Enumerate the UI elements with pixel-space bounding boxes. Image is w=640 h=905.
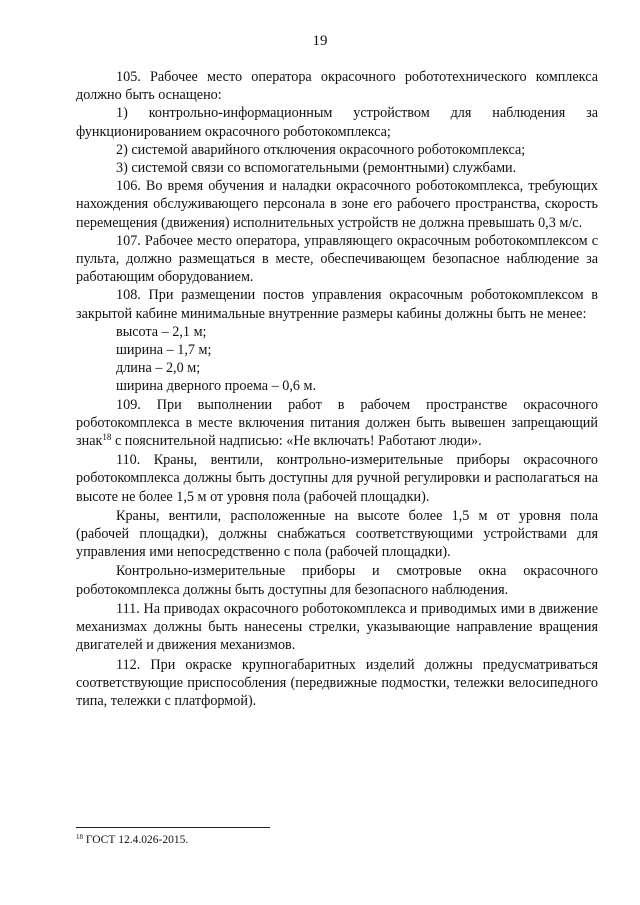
paragraph-110-instruments: Контрольно-измерительные приборы и смотровые окна окрасочного роботокомплекса должны быть доступны для безопасного наблюдения. — [76, 563, 598, 598]
cabin-height: высота – 2,1 м; — [116, 323, 207, 340]
footnote — [76, 834, 188, 846]
paragraph-111: 111. На приводах окрасочного роботокомплекса и приводимых ими в движение механизмах должны быть нанесены стрелки, указывающие направление вращения двигателей и движения механизмов. — [76, 600, 598, 654]
footnote-text: ГОСТ 12.4.026-2015. — [83, 834, 189, 846]
paragraph-110: 110. Краны, вентили, контрольно-измерительные приборы окрасочного роботокомплекса должны быть доступны для ручной регулировки и располагаться на высоте не более 1,5 м от уровня пола (рабочей площадки). — [76, 452, 598, 505]
list-item-105-2: 2) системой аварийного отключения окрасочного роботокомплекса; — [116, 141, 526, 158]
paragraph-109 — [76, 396, 598, 451]
cabin-door-width: ширина дверного проема – 0,6 м. — [116, 378, 317, 395]
list-item-105-1: 1) контрольно-информационным устройством для наблюдения за функционированием окрасочного роботокомплекса; — [76, 105, 598, 140]
paragraph-105: 105. Рабочее место оператора окрасочного робототехнического комплекса должно быть оснащено: — [76, 69, 598, 104]
paragraph-108: 108. При размещении постов управления окрасочным роботокомплексом в закрытой кабине минимальные внутренние размеры кабины должны быть не менее: — [76, 287, 598, 322]
paragraph-110-valves: Краны, вентили, расположенные на высоте более 1,5 м от уровня пола (рабочей площадки), должны снабжаться соответствующими устройствами для управления ими непосредственно с пола (рабочей площадки). — [76, 507, 598, 561]
document-body — [76, 68, 598, 710]
footnote-number: 18 — [76, 833, 83, 841]
list-item-105-3: 3) системой связи со вспомогательными (ремонтными) службами. — [116, 160, 517, 177]
paragraph-106: 106. Во время обучения и наладки окрасочного роботокомплекса, требующих нахождения обслуживающего персонала в зоне его рабочего пространства, скорость перемещения (движения) исполнительных устройств не должна превышать 0,3 м/с. — [76, 178, 598, 231]
page-number: 19 — [312, 33, 328, 49]
paragraph-109-text-continued: с пояснительной надписью: «Не включать! Работают люди». — [111, 433, 482, 450]
cabin-width: ширина – 1,7 м; — [116, 342, 212, 359]
paragraph-109-text: 109. При выполнении работ в рабочем пространстве окрасочного роботокомплекса в месте включения питания должен быть вывешен запрещающий знак — [76, 396, 598, 450]
paragraph-112: 112. При окраске крупногабаритных изделий должны предусматриваться соответствующие приспособления (передвижные подмостки, тележки велосипедного типа, тележки с платформой). — [76, 656, 598, 709]
footnote-divider — [76, 827, 270, 828]
cabin-length: длина – 2,0 м; — [116, 360, 201, 377]
paragraph-107: 107. Рабочее место оператора, управляющего окрасочным роботокомплексом с пульта, должно размещаться в месте, обеспечивающем безопасное наблюдение за работающим оборудованием. — [76, 232, 598, 286]
footnote-reference[interactable]: 18 — [102, 432, 112, 443]
